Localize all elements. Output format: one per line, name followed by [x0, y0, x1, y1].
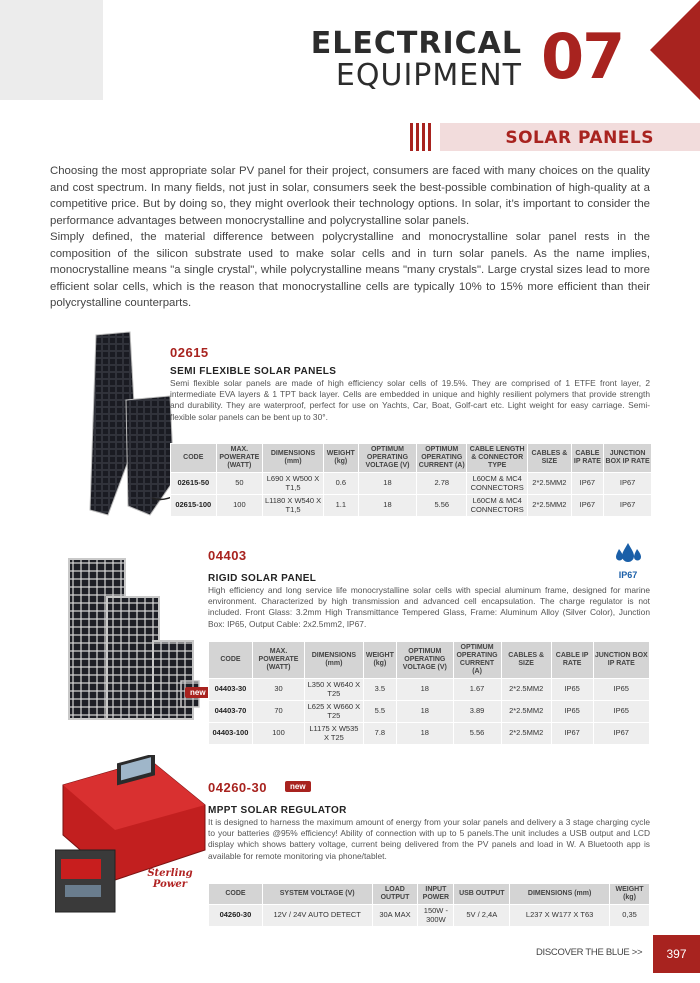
table-cell: 18 — [397, 679, 453, 701]
table-header: CABLES & SIZE — [501, 642, 551, 679]
table-header: OPTIMUM OPERATING VOLTAGE (V) — [397, 642, 453, 679]
table-cell: 04403-30 — [209, 679, 253, 701]
table-header: JUNCTION BOX IP RATE — [593, 642, 649, 679]
section-title: SOLAR PANELS — [505, 128, 654, 148]
table-cell: IP65 — [551, 701, 593, 723]
table-header: DIMENSIONS (mm) — [263, 444, 324, 473]
table-header: DIMENSIONS (mm) — [510, 884, 610, 905]
product1-desc: Semi flexible solar panels are made of high efficiency solar cells of 19.5%. They are comprised of 1 ETFE front layer, 2 intermediate EVA layers & 1 TPT back layer. Cells are embedded in unique and highly resilient polymers that provide strength and durability. They are waterproof, perfect for use on Yachts, Car, Boat, Golf-cart etc. Light weight for easy carriage. Semi-flexible solar panels can be bent up to 30°. — [170, 378, 650, 422]
table-header: CODE — [209, 642, 253, 679]
brand-line1: Sterling — [147, 868, 193, 879]
table-header: DIMENSIONS (mm) — [305, 642, 364, 679]
table-cell: 0,35 — [609, 905, 649, 927]
table-header: CODE — [171, 444, 217, 473]
table-header: WEIGHT (kg) — [363, 642, 396, 679]
table-cell: 2.78 — [417, 473, 467, 495]
new-badge: new — [285, 781, 311, 792]
table-cell: 150W - 300W — [418, 905, 454, 927]
brand-line2: Power — [152, 879, 188, 890]
table-header: SYSTEM VOLTAGE (V) — [262, 884, 372, 905]
table-header: CABLE IP RATE — [571, 444, 604, 473]
table-cell: 02615-100 — [171, 495, 217, 517]
table-cell: 5.56 — [453, 723, 501, 745]
table-row — [171, 473, 652, 495]
table-cell: IP67 — [604, 495, 652, 517]
product1-spec-table — [170, 443, 652, 517]
table-cell: 5.5 — [363, 701, 396, 723]
table-cell: L690 X W500 X T1,5 — [263, 473, 324, 495]
table-cell: 2*2.5MM2 — [528, 473, 571, 495]
table-cell: 1.1 — [323, 495, 358, 517]
table-cell: 02615-50 — [171, 473, 217, 495]
table-cell: IP67 — [571, 495, 604, 517]
corner-grey-block — [0, 0, 103, 100]
table-cell: IP65 — [593, 701, 649, 723]
table-header: MAX. POWERATE (WATT) — [252, 642, 304, 679]
table-cell: 3.89 — [453, 701, 501, 723]
table-cell: 7.8 — [363, 723, 396, 745]
product3-code: 04260-30 — [208, 780, 267, 795]
table-header: OPTIMUM OPERATING CURRENT (A) — [417, 444, 467, 473]
table-cell: 100 — [252, 723, 304, 745]
table-row — [209, 701, 650, 723]
table-cell: 0.6 — [323, 473, 358, 495]
table-cell: L1180 X W540 X T1,5 — [263, 495, 324, 517]
table-cell: 30A MAX — [372, 905, 418, 927]
table-header: CABLE IP RATE — [551, 642, 593, 679]
table-cell: 2*2.5MM2 — [501, 679, 551, 701]
table-header: MAX. POWERATE (WATT) — [216, 444, 263, 473]
table-cell: 18 — [397, 701, 453, 723]
new-badge: new — [185, 687, 211, 698]
table-header: OPTIMUM OPERATING CURRENT (A) — [453, 642, 501, 679]
ip67-label: IP67 — [618, 570, 638, 580]
table-header: CABLE LENGTH & CONNECTOR TYPE — [467, 444, 528, 473]
ip67-badge — [613, 541, 643, 579]
table-cell: 04260-30 — [209, 905, 263, 927]
footer-tagline: DISCOVER THE BLUE >> — [536, 947, 643, 958]
table-cell: IP65 — [593, 679, 649, 701]
table-header: OPTIMUM OPERATING VOLTAGE (V) — [358, 444, 417, 473]
table-cell: L1175 X W535 X T25 — [305, 723, 364, 745]
table-cell: IP65 — [551, 679, 593, 701]
product1-code: 02615 — [170, 345, 209, 360]
table-row — [209, 679, 650, 701]
table-cell: L60CM & MC4 CONNECTORS — [467, 473, 528, 495]
table-cell: IP67 — [571, 473, 604, 495]
table-cell: L625 X W660 X T25 — [305, 701, 364, 723]
intro-paragraph-1: Choosing the most appropriate solar PV panel for their project, consumers are faced with many choices on the quality and cost spectrum. In many fields, not just in solar, consumers seek the best-possible combination of high-quality at a competitive price. But by doing so, they might overlook their technology options. In solar, it’s important to consider the performance advantages between monocrystalline and polycrystalline solar panels. — [50, 165, 650, 227]
product2-desc: High efficiency and long service life monocrystalline solar cells with special aluminum frame, designed for marine environment. Characterized by high transmission and advanced cell encapsulation. The charge regulator is not included. Front Glass: 3.2mm High Transmittance Tempered Glass, Frame: Aluminum Alloy (Silver Color), Junction Box: IP65, Output Cable: 2x2.5mm2, IP67. — [208, 585, 650, 629]
table-cell: IP67 — [593, 723, 649, 745]
table-header-row — [171, 444, 652, 473]
product1-name: SEMI FLEXIBLE SOLAR PANELS — [170, 366, 337, 377]
table-cell: L350 X W640 X T25 — [305, 679, 364, 701]
product3-name: MPPT SOLAR REGULATOR — [208, 805, 347, 816]
table-cell: 5V / 2,4A — [454, 905, 510, 927]
table-cell: 1.67 — [453, 679, 501, 701]
rigid-panels-image — [65, 555, 200, 725]
table-cell: 12V / 24V AUTO DETECT — [262, 905, 372, 927]
water-drops-icon — [613, 541, 643, 565]
table-cell: 04403-100 — [209, 723, 253, 745]
table-cell: 2*2.5MM2 — [501, 701, 551, 723]
table-cell: IP67 — [551, 723, 593, 745]
table-header: INPUT POWER — [418, 884, 454, 905]
table-cell: L237 X W177 X T63 — [510, 905, 610, 927]
table-header-row — [209, 642, 650, 679]
table-cell: 5.56 — [417, 495, 467, 517]
product2-code: 04403 — [208, 548, 247, 563]
section-stripes — [410, 123, 440, 151]
flexible-panel-image — [88, 330, 183, 520]
table-cell: 50 — [216, 473, 263, 495]
table-cell: 70 — [252, 701, 304, 723]
header-title-line1: ELECTRICAL — [310, 26, 522, 61]
table-row — [209, 723, 650, 745]
table-cell: L60CM & MC4 CONNECTORS — [467, 495, 528, 517]
product2-name: RIGID SOLAR PANEL — [208, 573, 317, 584]
chapter-triangle — [650, 0, 700, 100]
table-cell: 3.5 — [363, 679, 396, 701]
table-cell: 18 — [358, 473, 417, 495]
table-cell: 100 — [216, 495, 263, 517]
table-cell: 30 — [252, 679, 304, 701]
header-title-line2: EQUIPMENT — [335, 58, 522, 93]
table-header: WEIGHT (kg) — [609, 884, 649, 905]
table-header: CODE — [209, 884, 263, 905]
table-cell: 04403-70 — [209, 701, 253, 723]
table-header: JUNCTION BOX IP RATE — [604, 444, 652, 473]
regulator-image — [55, 755, 215, 915]
product3-spec-table — [208, 883, 650, 927]
product3-desc: It is designed to harness the maximum amount of energy from your solar panels and delivery a 3 stage charging cycle to your batteries @95% efficiency! Ability of connection with up to 5 panels.The unit includes a USB output and LCD display which shows battery voltage, current being delivered from the PV panels and load in W. A Bluetooth app is available for remote monitoring via phone/tablet. — [208, 817, 650, 861]
brand-logo — [140, 868, 200, 890]
page-number: 397 — [653, 935, 700, 973]
table-cell: IP67 — [604, 473, 652, 495]
table-header: USB OUTPUT — [454, 884, 510, 905]
table-row — [171, 495, 652, 517]
table-cell: 18 — [397, 723, 453, 745]
table-header: CABLES & SIZE — [528, 444, 571, 473]
table-header: WEIGHT (kg) — [323, 444, 358, 473]
table-cell: 2*2.5MM2 — [501, 723, 551, 745]
table-cell: 2*2.5MM2 — [528, 495, 571, 517]
table-cell: 18 — [358, 495, 417, 517]
table-header: LOAD OUTPUT — [372, 884, 418, 905]
table-header-row — [209, 884, 650, 905]
intro-text — [50, 163, 650, 312]
intro-paragraph-2: Simply defined, the material difference between polycrystalline and monocrystalline solar panel rests in the composition of the silicon substrate used to make solar cells and in turn solar panels. As the name implies, monocrystalline means "a single crystal", while polycrystalline means "many crystals". Large crystal sizes lead to more efficient solar cells, which is the reason that monocrystalline cells are typically 10% to 15% more efficient than their polycrystalline counterparts. — [50, 231, 650, 309]
table-row — [209, 905, 650, 927]
product2-spec-table — [208, 641, 650, 745]
chapter-number: 07 — [541, 20, 624, 93]
